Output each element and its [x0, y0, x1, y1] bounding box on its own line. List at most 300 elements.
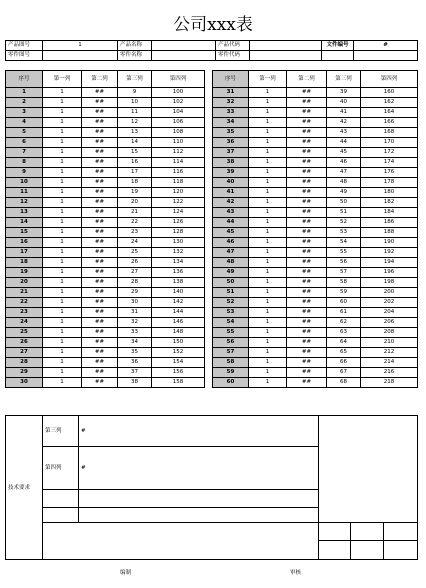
- table-cell: 166: [361, 118, 418, 128]
- table-cell: 126: [152, 218, 205, 228]
- row-seq-cell: 33: [213, 108, 249, 118]
- tech-requirements-label: 技术要求: [6, 416, 43, 560]
- table-cell: ##: [82, 108, 118, 118]
- table-cell: 1: [43, 218, 82, 228]
- row-seq-cell: 9: [6, 168, 43, 178]
- table-cell: ##: [287, 228, 327, 238]
- row-seq-cell: 46: [213, 238, 249, 248]
- table-cell: 124: [152, 208, 205, 218]
- blank-cell: [351, 541, 384, 560]
- table-cell: 212: [361, 348, 418, 358]
- col-header-2: 第二列: [82, 71, 118, 88]
- row-seq-cell: 15: [6, 228, 43, 238]
- row-seq-cell: 6: [6, 138, 43, 148]
- blank-cell: [319, 541, 351, 560]
- table-cell: 1: [249, 358, 287, 368]
- table-cell: 1: [43, 188, 82, 198]
- table-cell: 29: [118, 288, 152, 298]
- col-header-seq: 序号: [6, 71, 43, 88]
- table-cell: 55: [327, 248, 361, 258]
- table-cell: ##: [287, 208, 327, 218]
- table-cell: 68: [327, 378, 361, 388]
- table-cell: 1: [249, 118, 287, 128]
- table-row: [213, 208, 418, 218]
- table-row: [6, 378, 205, 388]
- row-seq-cell: 32: [213, 98, 249, 108]
- table-cell: ##: [82, 128, 118, 138]
- table-cell: 192: [361, 248, 418, 258]
- table-cell: 1: [249, 368, 287, 378]
- table-cell: ##: [82, 178, 118, 188]
- row-seq-cell: 13: [6, 208, 43, 218]
- table-row: [213, 178, 418, 188]
- data-table-right: [212, 70, 418, 388]
- table-row: [6, 188, 205, 198]
- table-cell: 1: [43, 298, 82, 308]
- table-row: [213, 248, 418, 258]
- row-seq-cell: 41: [213, 188, 249, 198]
- table-cell: 26: [118, 258, 152, 268]
- table-row: [6, 108, 205, 118]
- product-no-value: 1: [43, 41, 118, 51]
- table-cell: ##: [287, 188, 327, 198]
- table-cell: 1: [249, 248, 287, 258]
- table-cell: ##: [287, 198, 327, 208]
- table-cell: ##: [82, 198, 118, 208]
- third-col-value: #: [79, 416, 319, 447]
- table-cell: 1: [43, 358, 82, 368]
- table-cell: 180: [361, 188, 418, 198]
- table-cell: 170: [361, 138, 418, 148]
- table-cell: 1: [249, 128, 287, 138]
- row-seq-cell: 14: [6, 218, 43, 228]
- table-cell: 1: [249, 288, 287, 298]
- table-cell: 1: [249, 108, 287, 118]
- blank-cell: [43, 507, 79, 523]
- table-cell: 48: [327, 178, 361, 188]
- col-header-3: 第三列: [327, 71, 361, 88]
- table-cell: ##: [287, 368, 327, 378]
- table-cell: 1: [249, 148, 287, 158]
- table-row: [213, 368, 418, 378]
- table-cell: ##: [82, 148, 118, 158]
- table-cell: 1: [43, 118, 82, 128]
- blank-box: [319, 416, 418, 523]
- table-cell: 1: [43, 368, 82, 378]
- table-cell: 176: [361, 168, 418, 178]
- row-seq-cell: 39: [213, 168, 249, 178]
- table-cell: 45: [327, 148, 361, 158]
- part-no-value: [43, 51, 118, 61]
- header-table: [5, 40, 418, 61]
- table-cell: 1: [43, 198, 82, 208]
- row-seq-cell: 10: [6, 178, 43, 188]
- table-cell: ##: [82, 358, 118, 368]
- product-no-label: 产品图号: [6, 41, 43, 51]
- row-seq-cell: 24: [6, 318, 43, 328]
- table-row: [6, 288, 205, 298]
- table-cell: 1: [249, 318, 287, 328]
- table-cell: 17: [118, 168, 152, 178]
- table-cell: 114: [152, 158, 205, 168]
- table-row: [213, 238, 418, 248]
- table-cell: 188: [361, 228, 418, 238]
- table-cell: ##: [82, 378, 118, 388]
- table-row: [6, 218, 205, 228]
- table-row: [6, 268, 205, 278]
- table-cell: 40: [327, 98, 361, 108]
- table-cell: 1: [249, 98, 287, 108]
- table-cell: 63: [327, 328, 361, 338]
- blank-cell: [384, 523, 418, 541]
- table-cell: 49: [327, 188, 361, 198]
- table-cell: ##: [82, 328, 118, 338]
- row-seq-cell: 22: [6, 298, 43, 308]
- table-cell: 184: [361, 208, 418, 218]
- table-cell: 154: [152, 358, 205, 368]
- table-cell: ##: [287, 318, 327, 328]
- table-row: [6, 168, 205, 178]
- table-row: [213, 218, 418, 228]
- table-cell: 60: [327, 298, 361, 308]
- table-cell: 216: [361, 368, 418, 378]
- table-cell: ##: [287, 258, 327, 268]
- table-cell: 102: [152, 98, 205, 108]
- table-cell: 1: [43, 208, 82, 218]
- table-cell: 21: [118, 208, 152, 218]
- table-cell: 190: [361, 238, 418, 248]
- row-seq-cell: 16: [6, 238, 43, 248]
- page-title: 公司xxx表: [173, 15, 253, 35]
- table-cell: ##: [287, 338, 327, 348]
- table-cell: 1: [43, 268, 82, 278]
- row-seq-cell: 4: [6, 118, 43, 128]
- table-row: [6, 158, 205, 168]
- table-cell: 130: [152, 238, 205, 248]
- table-row: [213, 158, 418, 168]
- row-seq-cell: 49: [213, 268, 249, 278]
- row-seq-cell: 52: [213, 298, 249, 308]
- table-cell: ##: [82, 308, 118, 318]
- table-cell: 1: [43, 148, 82, 158]
- blank-cell: [354, 51, 418, 61]
- table-cell: 1: [43, 348, 82, 358]
- row-seq-cell: 50: [213, 278, 249, 288]
- row-seq-cell: 43: [213, 208, 249, 218]
- table-cell: ##: [82, 338, 118, 348]
- table-cell: 1: [249, 308, 287, 318]
- table-cell: ##: [287, 288, 327, 298]
- table-cell: ##: [82, 368, 118, 378]
- table-row: [213, 118, 418, 128]
- table-row: [213, 338, 418, 348]
- table-cell: ##: [287, 248, 327, 258]
- table-cell: ##: [82, 318, 118, 328]
- table-cell: ##: [287, 88, 327, 98]
- table-row: [213, 98, 418, 108]
- row-seq-cell: 11: [6, 188, 43, 198]
- table-cell: 67: [327, 368, 361, 378]
- table-cell: 1: [249, 218, 287, 228]
- table-cell: 30: [118, 298, 152, 308]
- table-cell: 12: [118, 118, 152, 128]
- table-cell: 1: [43, 108, 82, 118]
- row-seq-cell: 48: [213, 258, 249, 268]
- part-name-value: [152, 51, 216, 61]
- table-row: [6, 368, 205, 378]
- table-cell: 218: [361, 378, 418, 388]
- table-cell: 196: [361, 268, 418, 278]
- table-cell: 116: [152, 168, 205, 178]
- table-cell: ##: [287, 178, 327, 188]
- row-seq-cell: 19: [6, 268, 43, 278]
- table-row: [213, 88, 418, 98]
- blank-cell: [384, 541, 418, 560]
- row-seq-cell: 40: [213, 178, 249, 188]
- row-seq-cell: 44: [213, 218, 249, 228]
- table-cell: ##: [82, 298, 118, 308]
- col-header-seq: 序号: [213, 71, 249, 88]
- table-cell: 152: [152, 348, 205, 358]
- blank-cell: [43, 523, 319, 560]
- table-cell: ##: [287, 128, 327, 138]
- table-cell: 118: [152, 178, 205, 188]
- table-row: [6, 148, 205, 158]
- table-cell: 36: [118, 358, 152, 368]
- table-cell: 168: [361, 128, 418, 138]
- col-header-4: 第四列: [361, 71, 418, 88]
- table-cell: 19: [118, 188, 152, 198]
- fourth-col-label: 第四列: [43, 447, 79, 489]
- table-cell: ##: [82, 158, 118, 168]
- table-cell: 16: [118, 158, 152, 168]
- table-row: [6, 228, 205, 238]
- table-cell: 100: [152, 88, 205, 98]
- table-row: [6, 358, 205, 368]
- table-cell: 1: [249, 138, 287, 148]
- row-seq-cell: 8: [6, 158, 43, 168]
- table-cell: 1: [249, 268, 287, 278]
- row-seq-cell: 51: [213, 288, 249, 298]
- table-cell: 61: [327, 308, 361, 318]
- table-cell: ##: [82, 208, 118, 218]
- row-seq-cell: 7: [6, 148, 43, 158]
- row-seq-cell: 47: [213, 248, 249, 258]
- row-seq-cell: 20: [6, 278, 43, 288]
- blank-cell: [43, 489, 79, 507]
- row-seq-cell: 5: [6, 128, 43, 138]
- part-no-label: 零件图号: [6, 51, 43, 61]
- table-cell: 186: [361, 218, 418, 228]
- table-row: [213, 268, 418, 278]
- table-row: [6, 208, 205, 218]
- table-cell: 178: [361, 178, 418, 188]
- table-row: [6, 328, 205, 338]
- col-header-4: 第四列: [152, 71, 205, 88]
- table-cell: 146: [152, 318, 205, 328]
- table-cell: 13: [118, 128, 152, 138]
- table-cell: 210: [361, 338, 418, 348]
- row-seq-cell: 55: [213, 328, 249, 338]
- blank-cell: [351, 523, 384, 541]
- table-cell: 1: [249, 198, 287, 208]
- table-cell: 150: [152, 338, 205, 348]
- table-cell: 9: [118, 88, 152, 98]
- table-cell: 51: [327, 208, 361, 218]
- table-row: [213, 148, 418, 158]
- table-cell: ##: [82, 238, 118, 248]
- table-cell: 1: [43, 138, 82, 148]
- table-cell: 1: [43, 168, 82, 178]
- table-cell: 14: [118, 138, 152, 148]
- table-cell: ##: [82, 88, 118, 98]
- table-cell: 148: [152, 328, 205, 338]
- table-cell: 134: [152, 258, 205, 268]
- table-cell: 182: [361, 198, 418, 208]
- part-code-label: 零件代码: [216, 51, 250, 61]
- table-cell: 198: [361, 278, 418, 288]
- row-seq-cell: 30: [6, 378, 43, 388]
- row-seq-cell: 38: [213, 158, 249, 168]
- table-cell: 39: [327, 88, 361, 98]
- row-seq-cell: 34: [213, 118, 249, 128]
- table-cell: ##: [287, 168, 327, 178]
- table-cell: ##: [287, 138, 327, 148]
- table-cell: 120: [152, 188, 205, 198]
- table-cell: 32: [118, 318, 152, 328]
- row-seq-cell: 2: [6, 98, 43, 108]
- table-cell: 1: [249, 228, 287, 238]
- table-cell: 122: [152, 198, 205, 208]
- table-cell: 112: [152, 148, 205, 158]
- table-row: [213, 378, 418, 388]
- table-cell: 1: [43, 228, 82, 238]
- table-cell: ##: [287, 328, 327, 338]
- table-cell: ##: [82, 268, 118, 278]
- col-header-1: 第一列: [249, 71, 287, 88]
- table-row: [6, 258, 205, 268]
- table-cell: ##: [287, 348, 327, 358]
- table-row: [213, 298, 418, 308]
- table-cell: 27: [118, 268, 152, 278]
- table-cell: ##: [82, 188, 118, 198]
- table-cell: ##: [287, 378, 327, 388]
- table-row: [6, 128, 205, 138]
- table-cell: 110: [152, 138, 205, 148]
- table-row: [213, 318, 418, 328]
- table-cell: 162: [361, 98, 418, 108]
- table-cell: 53: [327, 228, 361, 238]
- table-cell: 1: [249, 298, 287, 308]
- table-row: [213, 258, 418, 268]
- table-cell: 206: [361, 318, 418, 328]
- table-cell: 108: [152, 128, 205, 138]
- table-row: [213, 128, 418, 138]
- table-cell: 54: [327, 238, 361, 248]
- table-row: [213, 188, 418, 198]
- row-seq-cell: 60: [213, 378, 249, 388]
- blank-cell: [319, 523, 351, 541]
- row-seq-cell: 27: [6, 348, 43, 358]
- row-seq-cell: 59: [213, 368, 249, 378]
- table-cell: 1: [249, 258, 287, 268]
- table-row: [213, 228, 418, 238]
- table-row: [6, 298, 205, 308]
- product-name-label: 产品名称: [118, 41, 152, 51]
- row-seq-cell: 36: [213, 138, 249, 148]
- table-cell: 204: [361, 308, 418, 318]
- table-cell: 20: [118, 198, 152, 208]
- table-cell: 1: [43, 338, 82, 348]
- table-cell: 164: [361, 108, 418, 118]
- table-cell: 24: [118, 238, 152, 248]
- table-cell: 128: [152, 228, 205, 238]
- row-seq-cell: 12: [6, 198, 43, 208]
- table-cell: 1: [249, 158, 287, 168]
- table-cell: 1: [43, 328, 82, 338]
- table-cell: 46: [327, 158, 361, 168]
- part-code-value: [250, 51, 322, 61]
- col-header-2: 第二列: [287, 71, 327, 88]
- table-cell: ##: [287, 218, 327, 228]
- table-cell: 64: [327, 338, 361, 348]
- table-cell: 1: [249, 238, 287, 248]
- table-cell: 18: [118, 178, 152, 188]
- table-cell: 66: [327, 358, 361, 368]
- product-code-value: [250, 41, 322, 51]
- table-cell: 33: [118, 328, 152, 338]
- table-cell: 1: [249, 188, 287, 198]
- data-table-left: [5, 70, 205, 388]
- prepared-by-label: 编制: [120, 570, 132, 576]
- table-cell: ##: [82, 218, 118, 228]
- table-cell: 172: [361, 148, 418, 158]
- row-seq-cell: 17: [6, 248, 43, 258]
- table-cell: 11: [118, 108, 152, 118]
- table-cell: 34: [118, 338, 152, 348]
- table-cell: 214: [361, 358, 418, 368]
- file-no-value: #: [354, 41, 418, 51]
- col-header-3: 第三列: [118, 71, 152, 88]
- table-cell: ##: [287, 358, 327, 368]
- blank-cell: [79, 507, 319, 523]
- row-seq-cell: 25: [6, 328, 43, 338]
- row-seq-cell: 26: [6, 338, 43, 348]
- table-cell: 1: [43, 158, 82, 168]
- table-cell: ##: [82, 258, 118, 268]
- fourth-col-value: #: [79, 447, 319, 489]
- table-cell: 1: [249, 378, 287, 388]
- table-cell: ##: [287, 278, 327, 288]
- part-name-label: 零件名称: [118, 51, 152, 61]
- row-seq-cell: 54: [213, 318, 249, 328]
- row-seq-cell: 56: [213, 338, 249, 348]
- table-cell: 43: [327, 128, 361, 138]
- table-cell: ##: [82, 228, 118, 238]
- table-cell: 37: [118, 368, 152, 378]
- table-row: [213, 328, 418, 338]
- table-cell: 1: [249, 178, 287, 188]
- table-cell: 1: [249, 328, 287, 338]
- table-cell: ##: [287, 308, 327, 318]
- table-row: [213, 278, 418, 288]
- table-row: [6, 118, 205, 128]
- table-row: [6, 318, 205, 328]
- table-cell: 160: [361, 88, 418, 98]
- table-cell: 202: [361, 298, 418, 308]
- table-cell: 1: [43, 238, 82, 248]
- product-name-value: [152, 41, 216, 51]
